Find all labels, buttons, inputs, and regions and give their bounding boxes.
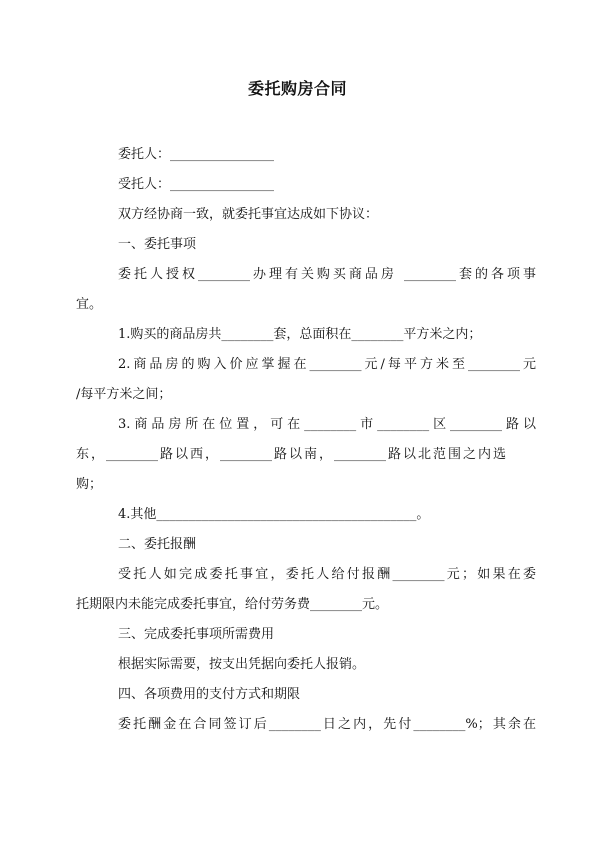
clause-3: 3.商品房所在位置，可在________市________区________路以 — [118, 417, 536, 432]
paragraph-line: 东，________路以西，________路以南，________路以北范围之内选 — [76, 447, 506, 462]
paragraph-line: 托期限内未能完成委托事宜，给付劳务费________元。 — [76, 597, 389, 612]
agreement-intro: 双方经协商一致，就委托事宜达成如下协议： — [118, 207, 379, 222]
section-heading-1: 一、委托事项 — [118, 237, 197, 252]
paragraph-line: /每平方米之间； — [76, 387, 172, 402]
paragraph-line: 委托酬金在合同签订后________日之内，先付________%；其余在 — [118, 717, 536, 732]
paragraph-line: 购； — [76, 477, 103, 492]
principal-line: 委托人：________________ — [118, 147, 275, 162]
clause-1: 1.购买的商品房共________套，总面积在________平方米之内； — [118, 327, 482, 342]
paragraph-line: 根据实际需要，按支出凭据向委托人报销。 — [118, 657, 366, 672]
paragraph-line: 宜。 — [76, 297, 103, 312]
clause-2: 2.商品房的购入价应掌握在________元/每平方米至________元 — [118, 357, 536, 372]
paragraph-line: 委托人授权________办理有关购买商品房 ________套的各项事 — [118, 267, 536, 282]
section-heading-4: 四、各项费用的支付方式和期限 — [118, 687, 301, 702]
section-heading-3: 三、完成委托事项所需费用 — [118, 627, 275, 642]
clause-4: 4.其他________________________________________。 — [118, 507, 430, 522]
document-title: 委托购房合同 — [247, 79, 347, 98]
section-heading-2: 二、委托报酬 — [118, 537, 197, 552]
paragraph-line: 受托人如完成委托事宜，委托人给付报酬________元；如果在委 — [118, 567, 536, 582]
agent-line: 受托人：________________ — [118, 177, 275, 192]
